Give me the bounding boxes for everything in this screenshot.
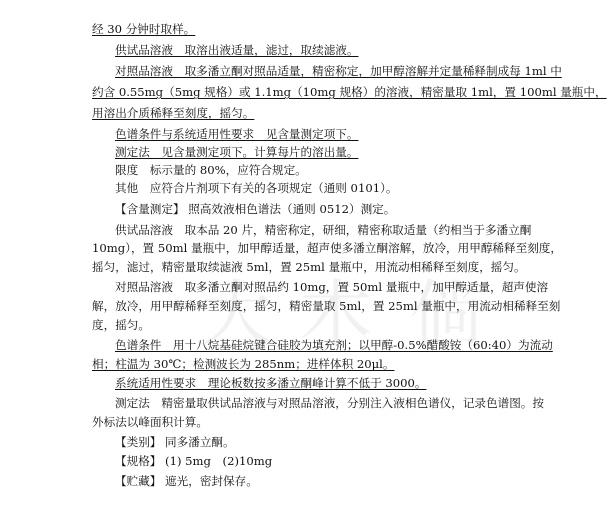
- text-line: 摇匀，滤过，精密量取续滤液 5ml，置 25ml 量瓶中，用流动相稀释至刻度，摇匀。: [92, 260, 526, 274]
- section-heading: 【含量测定】 照高效液相色谱法（通则 0512）测定。: [115, 202, 396, 216]
- text-line: 外标法以峰面积计算。: [92, 415, 208, 429]
- watermark-char-1: 大: [200, 272, 273, 356]
- text-line: 测定法 见含量测定项下。计算每片的溶出量。: [115, 145, 359, 159]
- text-line: 限度 标示量的 80%，应符合规定。: [115, 163, 307, 177]
- text-line: 系统适用性要求 理论板数按多潘立酮峰计算不低于 3000。: [115, 376, 427, 390]
- text-line: 供试品溶液 取溶出液适量，滤过，取续滤液。: [115, 43, 359, 57]
- text-line: 经 30 分钟时取样。: [92, 22, 196, 36]
- text-line: 10mg），置 50ml 量瓶中，加甲醇适量，超声使多潘立酮溶解，放冷，用甲醇稀释至刻度，: [92, 241, 562, 255]
- watermark-char-3: 倘: [410, 272, 483, 356]
- text-line: 供试品溶液 取本品 20 片，精密称定，研细，精密称取适量（约相当于多潘立酮: [115, 223, 532, 237]
- text-line: 解，放冷，用甲醇稀释至刻度，摇匀，精密量取 5ml，置 25ml 量瓶中，用流动相稀释至刻: [92, 299, 561, 313]
- text-line: 对照品溶液 取多潘立酮对照品约 10mg，置 50ml 量瓶中，加甲醇适量，超声使溶: [115, 280, 549, 294]
- text-line: 度，摇匀。: [92, 318, 150, 332]
- text-line: 相；柱温为 30℃；检测波长为 285nm；进样体积 20μl。: [92, 357, 395, 371]
- text-line: 测定法 精密量取供试品溶液与对照品溶液，分别注入液相色谱仪，记录色谱图。按: [115, 396, 544, 410]
- text-line: 对照品溶液 取多潘立酮对照品适量，精密称定，加甲醇溶解并定量稀释制成每 1ml 中: [115, 64, 562, 78]
- text-line: 用溶出介质稀释至刻度，摇匀。: [92, 106, 255, 120]
- specification-line: 【规格】 (1) 5mg (2)10mg: [115, 454, 273, 468]
- text-line: 色谱条件 用十八烷基硅烷键合硅胶为填充剂；以甲醇-0.5%醋酸铵（60:40）为流动: [115, 338, 553, 352]
- category-line: 【类别】 同多潘立酮。: [115, 435, 235, 449]
- text-line: 色谱条件与系统适用性要求 见含量测定项下。: [115, 127, 359, 141]
- text-line: 其他 应符合片剂项下有关的各项规定（通则 0101）。: [115, 181, 398, 195]
- watermark-char-2: 木: [300, 272, 373, 356]
- text-line: 约含 0.55mg（5mg 规格）或 1.1mg（10mg 规格）的溶液，精密量取 1ml，置 100ml 量瓶中，: [92, 85, 607, 99]
- storage-line: 【贮藏】 遮光，密封保存。: [115, 474, 258, 488]
